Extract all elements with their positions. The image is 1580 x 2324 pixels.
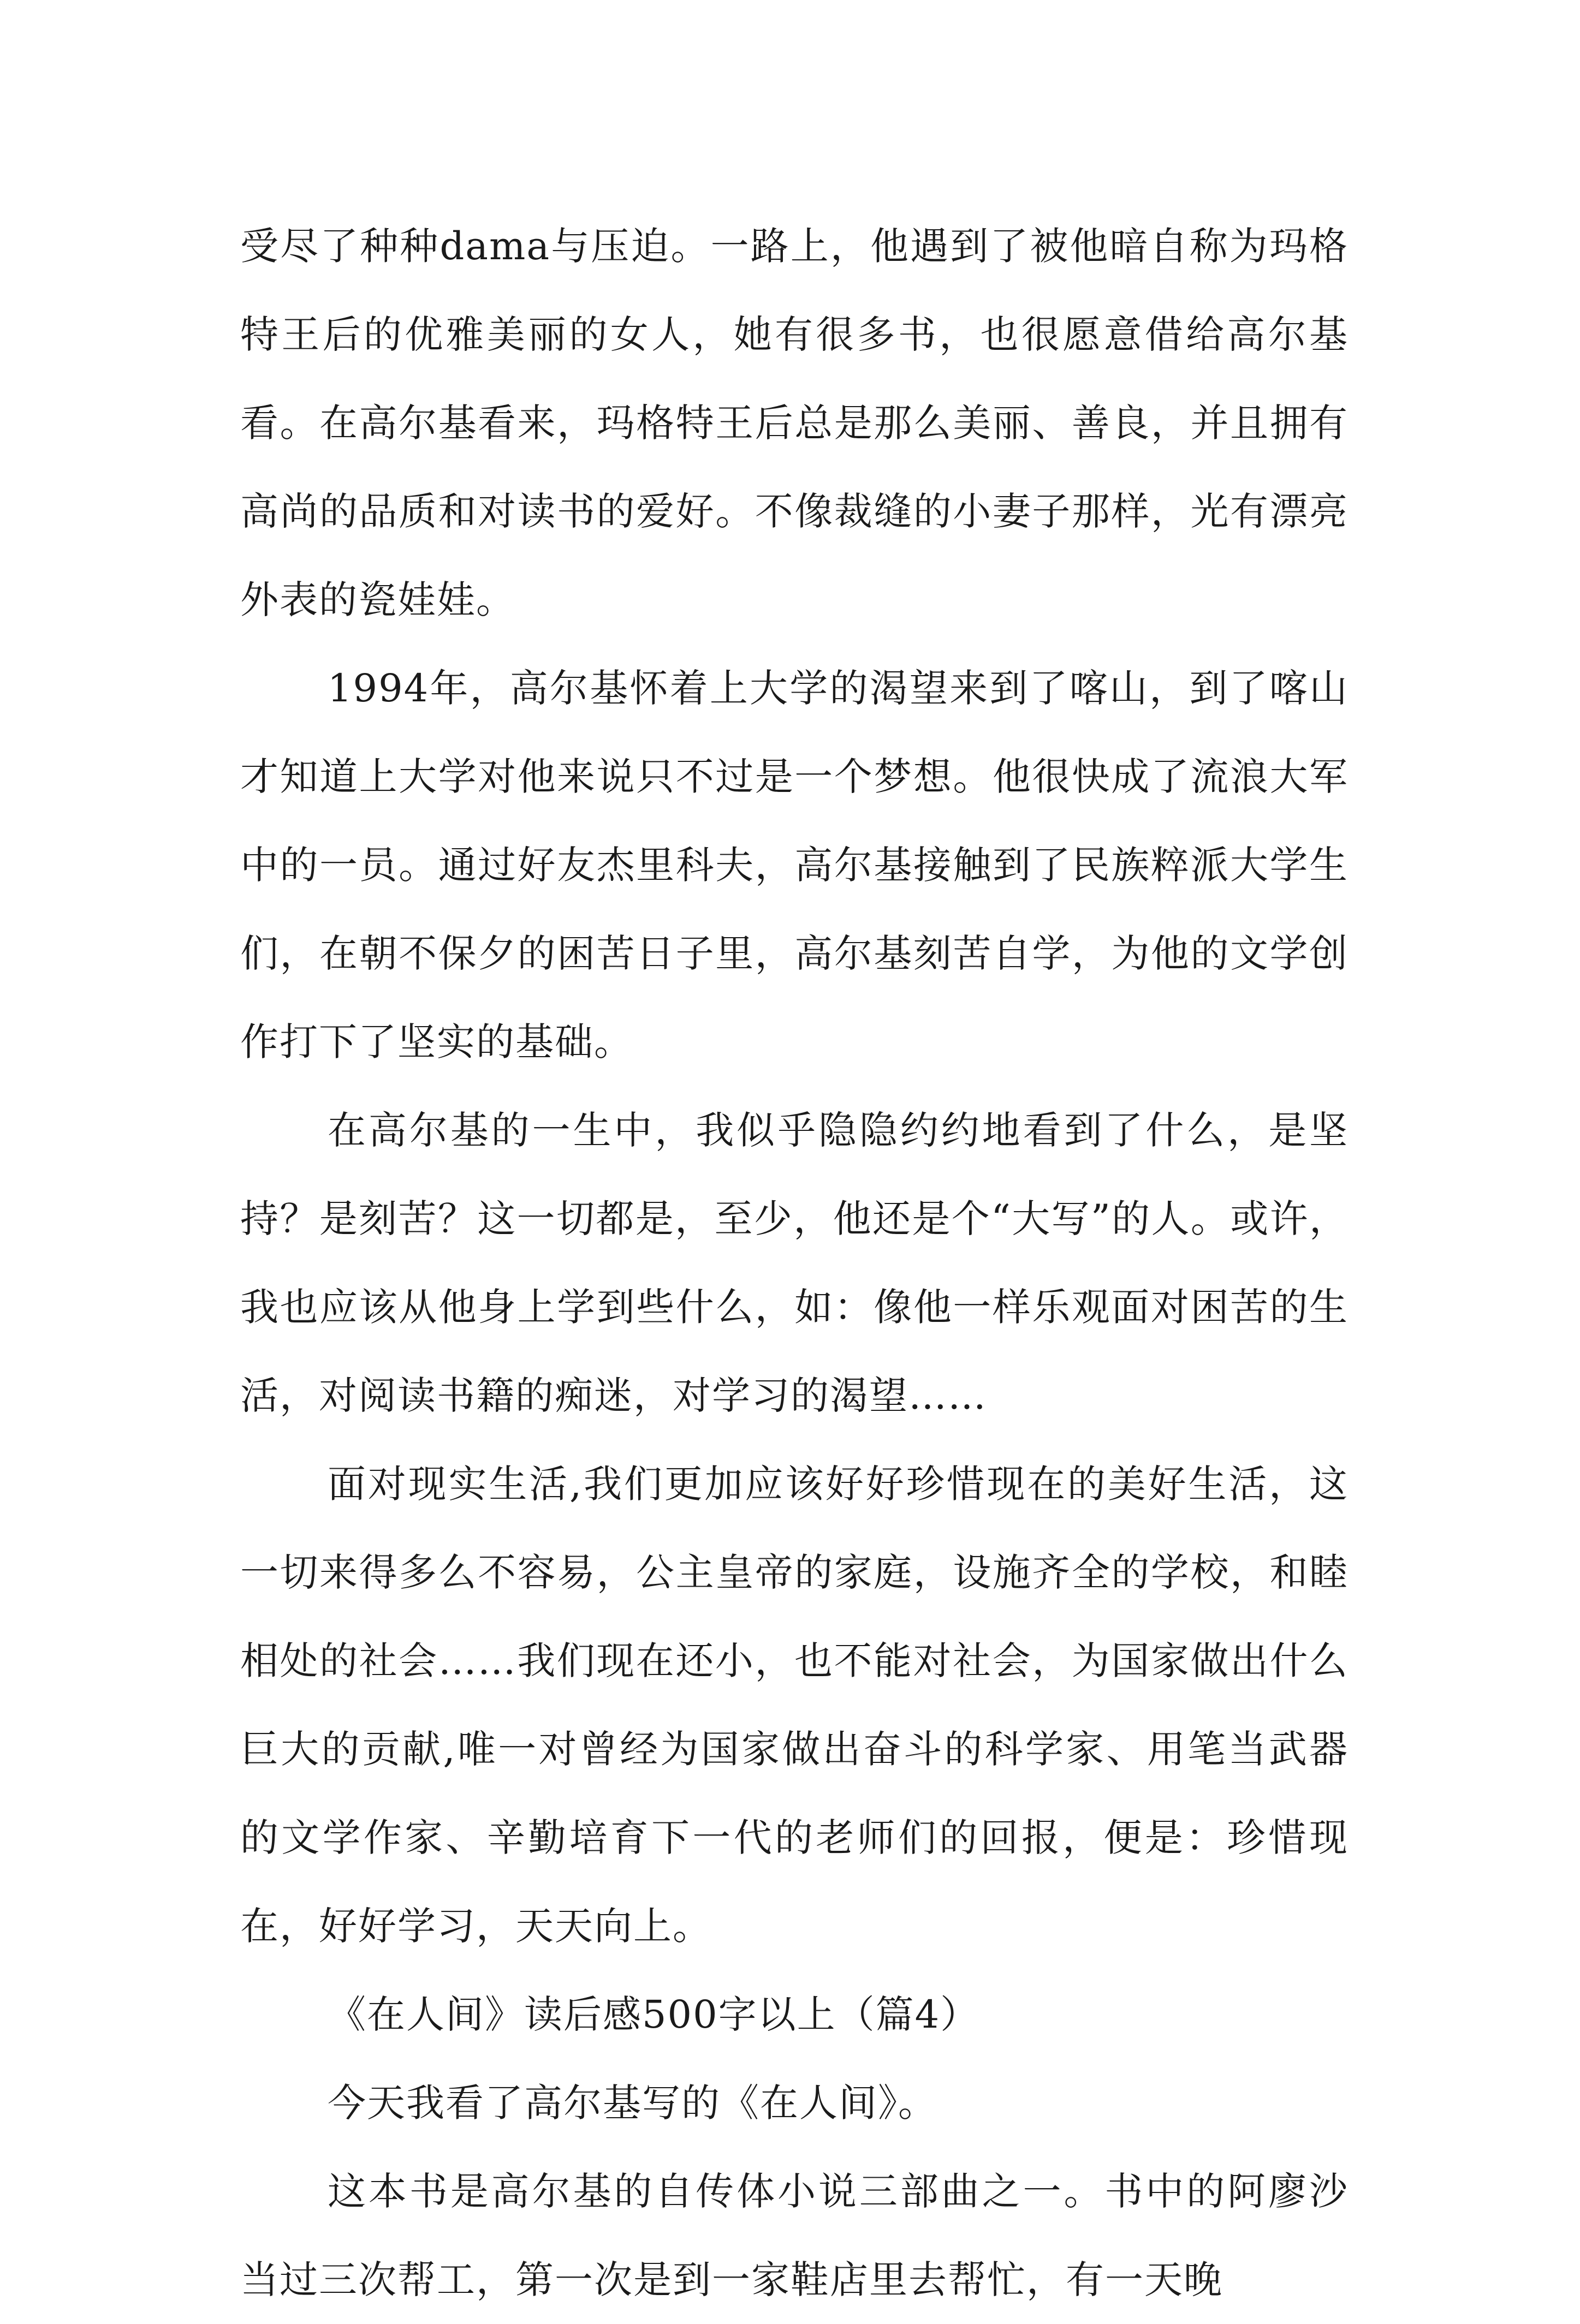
paragraph-6: 这本书是高尔基的自传体小说三部曲之一。书中的阿廖沙当过三次帮工，第一次是到一家鞋店里去帮忙，有一天晚 [240,2169,1349,2302]
paragraph-3: 在高尔基的一生中，我似乎隐隐约约地看到了什么，是坚持？是刻苦？这一切都是，至少，他还是个“大写”的人。或许，我也应该从他身上学到些什么，如：像他一样乐观面对困苦的生活，对阅读书籍的痴迷，对学习的渴望…… [240,1108,1349,1418]
section-heading: 《在人间》读后感500字以上（篇4） [328,1992,980,2037]
paragraph-1: 受尽了种种dama与压迫。一路上，他遇到了被他暗自称为玛格特王后的优雅美丽的女人，她有很多书，也很愿意借给高尔基看。在高尔基看来，玛格特王后总是那么美丽、善良，并且拥有高尚的品质和对读书的爱好。不像裁缝的小妻子那样，光有漂亮外表的瓷娃娃。 [240,224,1349,622]
paragraph-2: 1994年，高尔基怀着上大学的渴望来到了喀山，到了喀山才知道上大学对他来说只不过是一个梦想。他很快成了流浪大军中的一员。通过好友杰里科夫，高尔基接触到了民族粹派大学生们，在朝不保夕的困苦日子里，高尔基刻苦自学，为他的文学创作打下了坚实的基础。 [240,666,1349,1064]
paragraph-5: 今天我看了高尔基写的《在人间》。 [328,2081,937,2125]
paragraph-4: 面对现实生活,我们更加应该好好珍惜现在的美好生活，这一切来得多么不容易，公主皇帝的家庭，设施齐全的学校，和睦相处的社会……我们现在还小，也不能对社会，为国家做出什么巨大的贡献,唯一对曾经为国家做出奋斗的科学家、用笔当武器的文学作家、辛勤培育下一代的老师们的回报，便是：珍惜现在，好好学习，天天向上。 [240,1462,1349,1948]
document-body [240,202,1349,2324]
